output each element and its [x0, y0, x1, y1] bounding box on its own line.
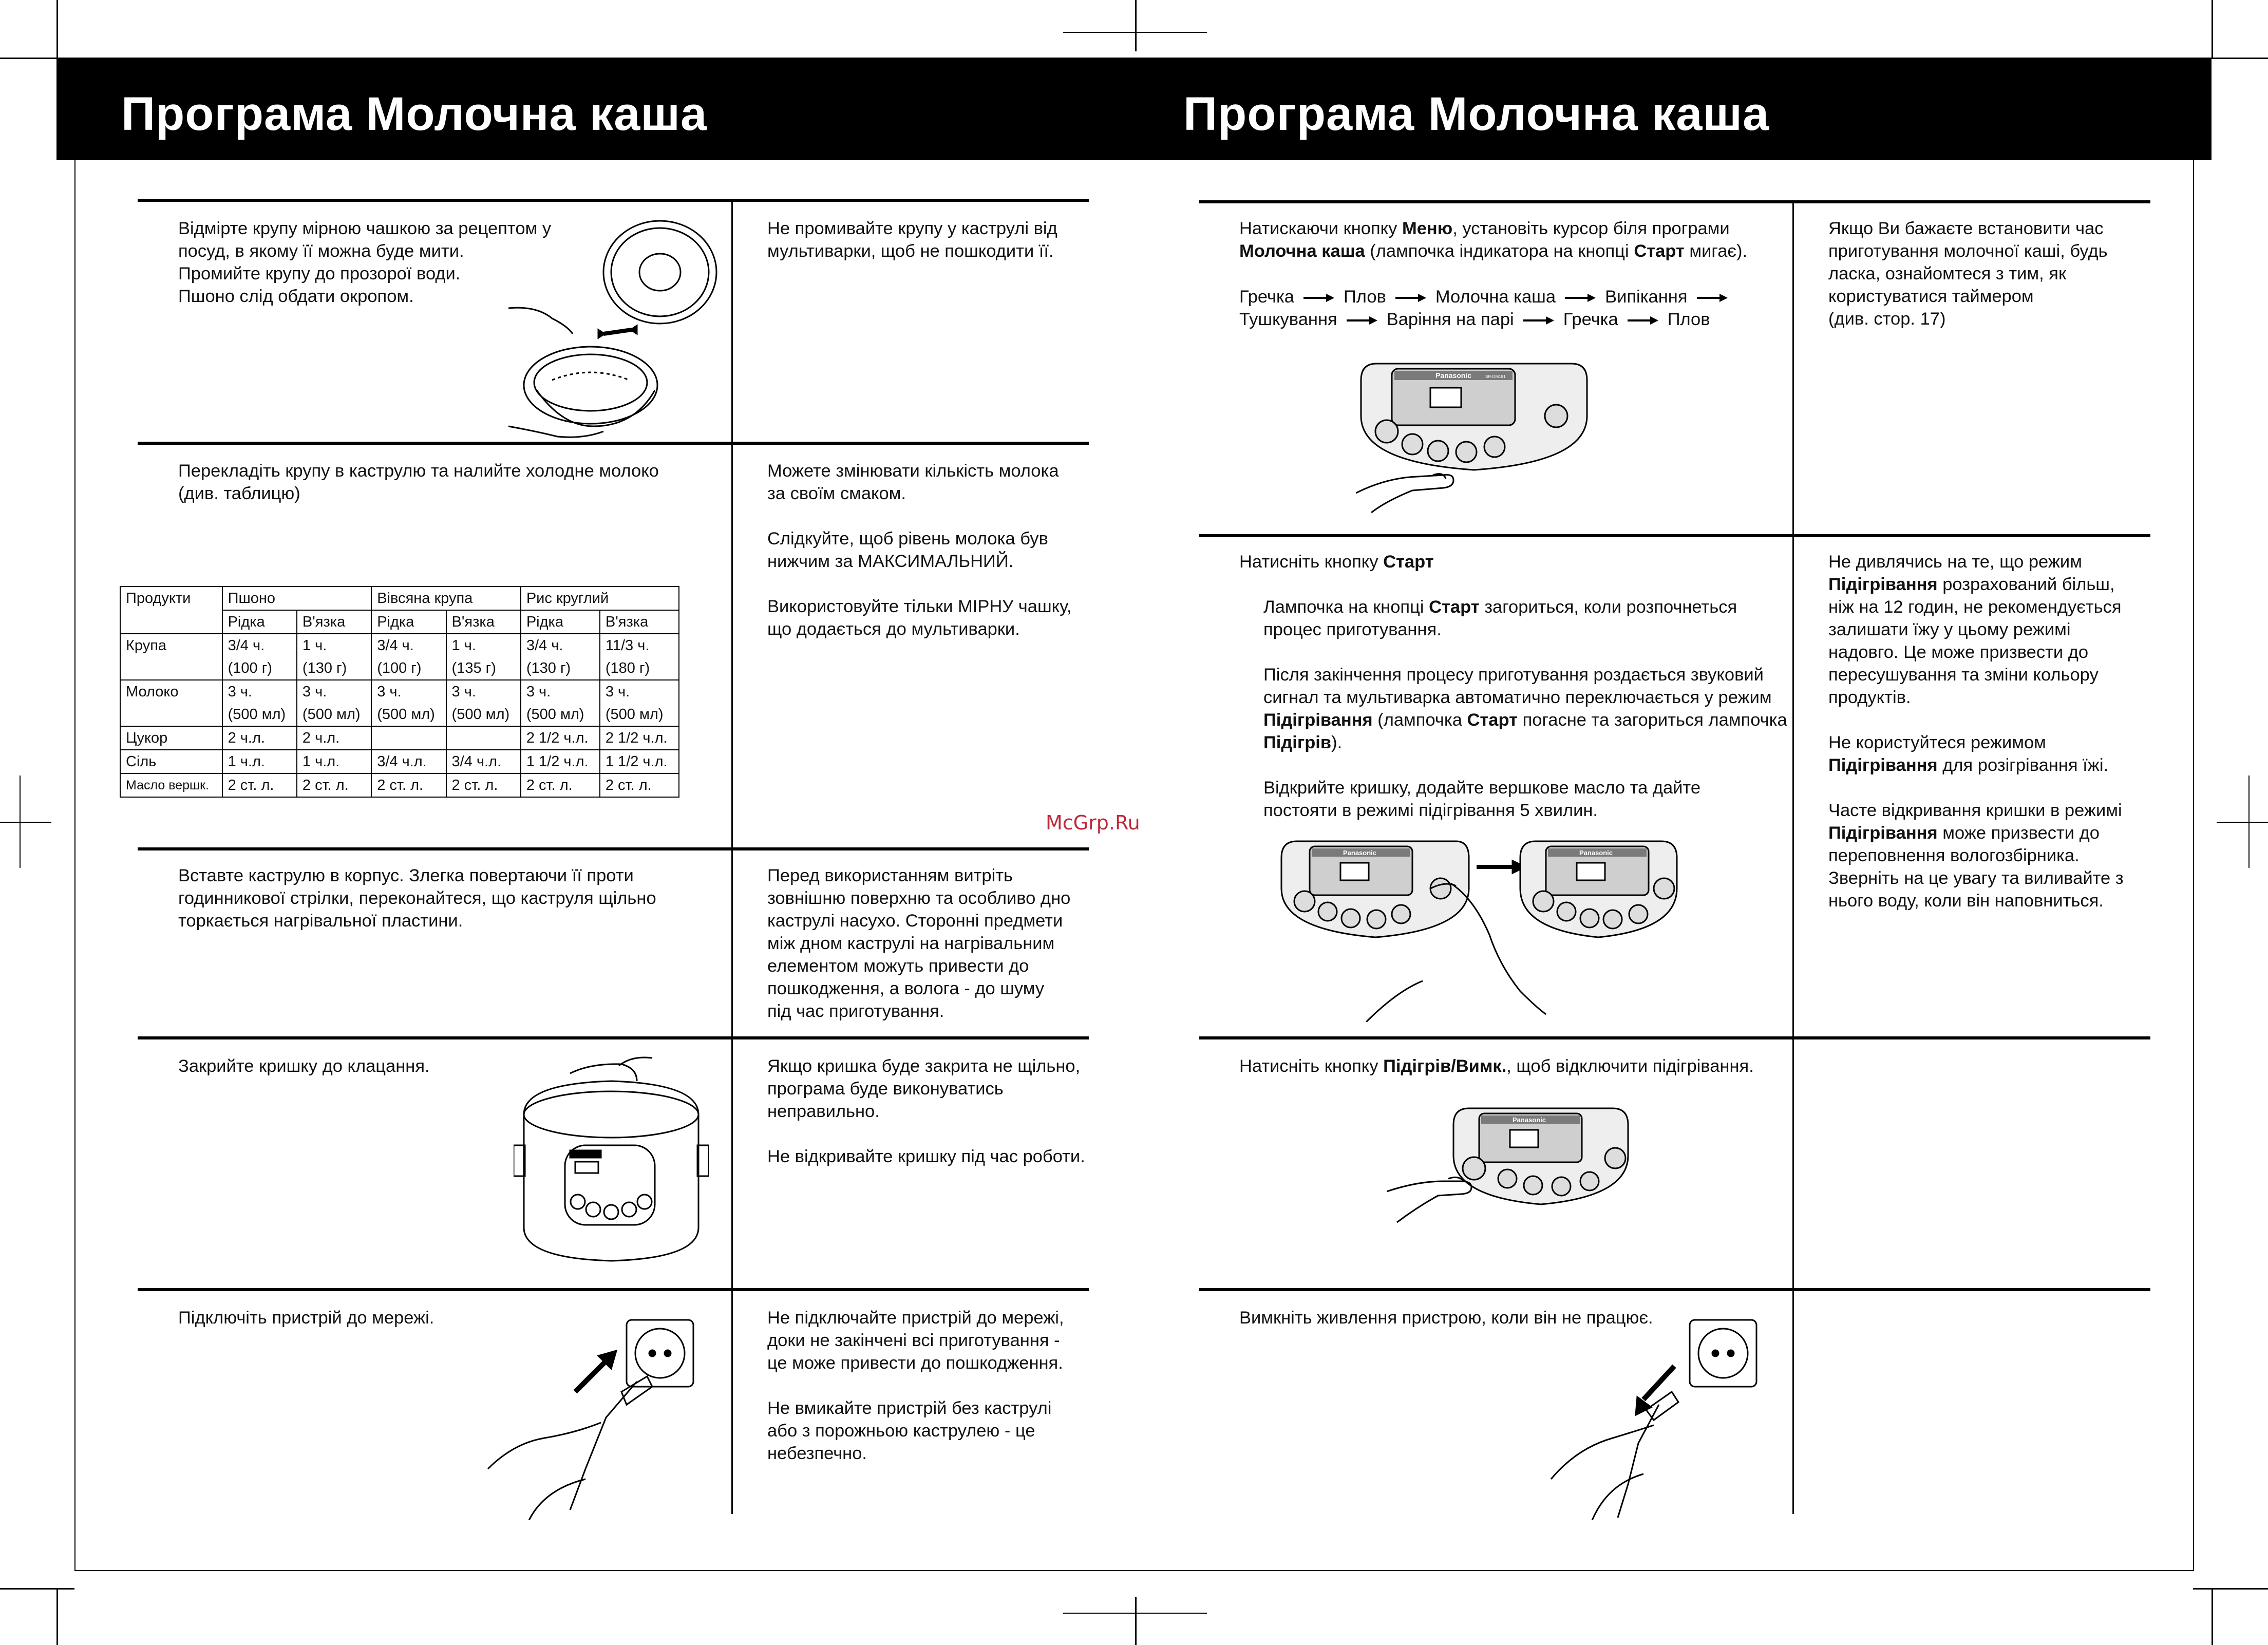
plug-in-illustration [483, 1315, 698, 1520]
crop-mark [2212, 58, 2268, 59]
table-subheader: В'язка [600, 610, 679, 634]
instruction-text: Підключіть пристрій до мережі. [178, 1308, 434, 1328]
arrow-right-icon [1303, 293, 1334, 303]
panel-brand: Panasonic [1435, 371, 1472, 380]
crop-mark [2212, 0, 2213, 58]
control-panel-illustration [1279, 837, 1679, 1022]
table-subheader: Рідка [521, 610, 600, 634]
table-subheader: Рідка [371, 610, 446, 634]
table-row: Масло вершк. 2 ст. л. 2 ст. л. 2 ст. л. 2 ст. л. 2 ст. л. 2 ст. л. [120, 773, 679, 797]
page-title: Програма Молочна каша [1183, 88, 1770, 140]
page-border [74, 1570, 2194, 1571]
section-rule [138, 199, 1089, 202]
table-row: Сіль 1 ч.л. 1 ч.л. 3/4 ч.л. 3/4 ч.л. 1 1/2 ч.л. 1 1/2 ч.л. [120, 750, 679, 773]
arrow-right-icon [1697, 293, 1728, 303]
note-text: Якщо кришка буде закрита не щільно, програма буде виконуватись неправильно. Не відкривайте кришку під час роботи. [767, 1056, 1085, 1166]
section-rule [1199, 1288, 2150, 1291]
table-subheader: В'язка [297, 610, 371, 634]
crop-mark [1135, 1597, 1137, 1645]
instruction-text: Вимкніть живлення пристрою, коли він не працює. [1239, 1308, 1653, 1328]
section-rule [138, 1036, 1089, 1039]
section-rule [1199, 1036, 2150, 1039]
note-text: Не дивлячись на те, що режим Підігрівання розрахований більш, ніж на 12 годин, не рекомендується залишати їжу у цьому режимі надовго. Це може призвести до пересушування та зміни кольору продуктів. Не користуйтеся режимом Підігрівання для розігрівання їжі. Часте відкривання кришки в режимі Підігрівання може призвести до переповнення вологозбірника. Зверніть на це увагу та виливайте з нього воду, коли він наповниться. [1828, 552, 2124, 911]
table-row: Цукор 2 ч.л. 2 ч.л. 2 1/2 ч.л. 2 1/2 ч.л. [120, 726, 679, 750]
crop-mark [0, 58, 56, 59]
milk-ratio-table [120, 586, 679, 798]
section-rule [138, 442, 1089, 445]
table-header: Продукти [120, 587, 222, 634]
arrow-right-icon [1395, 293, 1426, 303]
crop-mark [2217, 822, 2268, 823]
watermark: McGrp.Ru [1046, 811, 1140, 834]
table-subheader: В'язка [446, 610, 521, 634]
table-subheader: Рідка [222, 610, 297, 634]
instruction-text: Вставте каструлю в корпус. Злегка повертаючи її проти годинникової стрілки, переконайтеся, що каструля щільно торкається нагрівальної пластини. [178, 866, 656, 931]
header-bar-left [56, 58, 1135, 160]
note-text: Якщо Ви бажаєте встановити час приготування молочної каші, будь ласка, ознайомтеся з тим, як користуватися таймером (див. стор. 17) [1828, 219, 2108, 329]
crop-mark [56, 0, 58, 58]
page-border [74, 160, 75, 1570]
program-sequence: Тушкування Варіння на парі Гречка Плов [1239, 310, 1710, 329]
note-text: Перед використанням витріть зовнішню поверхню та особливо дно каструлі насухо. Сторонні предмети між дном каструлі на нагрівальним елементом можуть привести до пошкодження, а волога - до шуму під час приготування. [767, 866, 1071, 1021]
arrow-right-icon [1347, 315, 1377, 326]
instruction-text: Відмірте крупу мірною чашкою за рецептом у посуд, в якому її можна буде мити. Промийте крупу до прозорої води. Пшоно слід обдати окропом. [178, 219, 552, 306]
note-text: Не підключайте пристрій до мережі, доки не закінчені всі приготування - це може привести до пошкодження. Не вмикайте пристрій без каструлі або з порожньою каструлею - це небезпечно. [767, 1308, 1064, 1463]
arrow-right-icon [1523, 315, 1554, 326]
rice-cooker-illustration [514, 1053, 709, 1269]
crop-mark [0, 1588, 74, 1590]
crop-mark [2248, 776, 2250, 868]
column-divider [1792, 202, 1794, 1514]
arrow-right-icon [1565, 293, 1596, 303]
page-border [2193, 160, 2194, 1570]
note-text: Не промивайте крупу у каструлі від мультиварки, щоб не пошкодити її. [767, 219, 1057, 261]
crop-mark [2193, 1588, 2268, 1590]
washing-grain-illustration [506, 211, 727, 442]
panel-brand: Panasonic [1513, 1116, 1546, 1124]
crop-mark [56, 1588, 58, 1645]
instruction-text: Лампочка на кнопці Старт загориться, коли розпочнеться процес приготування. Після закінчення процесу приготування роздається звуковий сигнал та мультиварка автоматично переключається у режим Підігрівання (лампочка Старт погасне та загориться лампочка Підігрів). Відкрийте кришку, додайте вершкове масло та дайте постояти в режимі підігрівання 5 хвилин. [1263, 597, 1787, 820]
table-row: Молоко 3 ч. (500 мл) 3 ч. (500 мл) 3 ч. (500 мл) 3 ч. (500 мл) 3 ч. (500 мл) 3 ч. (500 мл) [120, 680, 679, 726]
section-rule [138, 1288, 1089, 1291]
section-rule [1199, 200, 2150, 203]
table-header: Пшоно [222, 587, 372, 610]
arrow-right-icon [1628, 315, 1658, 326]
control-panel-illustration [1387, 1104, 1633, 1258]
instruction-text: Натисніть кнопку Старт [1239, 552, 1434, 572]
page-title: Програма Молочна каша [121, 88, 708, 140]
header-bar-right [1135, 58, 2212, 160]
crop-mark [1135, 0, 1137, 51]
crop-mark [0, 822, 51, 823]
panel-model: SR-DM181 [1485, 374, 1506, 379]
column-divider [731, 200, 733, 1514]
control-panel-illustration [1356, 360, 1592, 514]
note-text: Можете змінювати кількість молока за своїм смаком. Слідкуйте, щоб рівень молока був нижчим за МАКСИМАЛЬНИЙ. Використовуйте тільки МІРНУ чашку, що додається до мультиварки. [767, 461, 1072, 639]
table-header: Вівсяна крупа [371, 587, 521, 610]
crop-mark [2212, 1588, 2213, 1645]
instruction-text: Натисніть кнопку Підігрів/Вимк., щоб відключити підігрівання. [1239, 1056, 1754, 1076]
crop-mark [20, 776, 21, 868]
section-rule [1199, 534, 2150, 537]
table-header: Рис круглий [521, 587, 679, 610]
section-rule [138, 847, 1089, 850]
panel-brand: Panasonic [1579, 849, 1613, 857]
unplug-illustration [1546, 1315, 1762, 1520]
table-row: Крупа 3/4 ч. (100 г) 1 ч. (130 г) 3/4 ч. (100 г) 1 ч. (135 г) 3/4 ч. (130 г) 11/3 ч. (180 г) [120, 634, 679, 680]
instruction-text: Натискаючи кнопку Меню, установіть курсор біля програми Молочна каша (лампочка індикатора на кнопці Старт мигає). [1239, 219, 1748, 261]
instruction-text: Перекладіть крупу в каструлю та налийте холодне молоко (див. таблицю) [178, 461, 659, 503]
program-sequence: Гречка Плов Молочна каша Випікання [1239, 286, 1737, 308]
instruction-text: Закрийте кришку до клацання. [178, 1056, 430, 1076]
panel-brand: Panasonic [1343, 849, 1377, 857]
crop-mark [1063, 32, 1207, 33]
crop-mark [1063, 1613, 1207, 1614]
